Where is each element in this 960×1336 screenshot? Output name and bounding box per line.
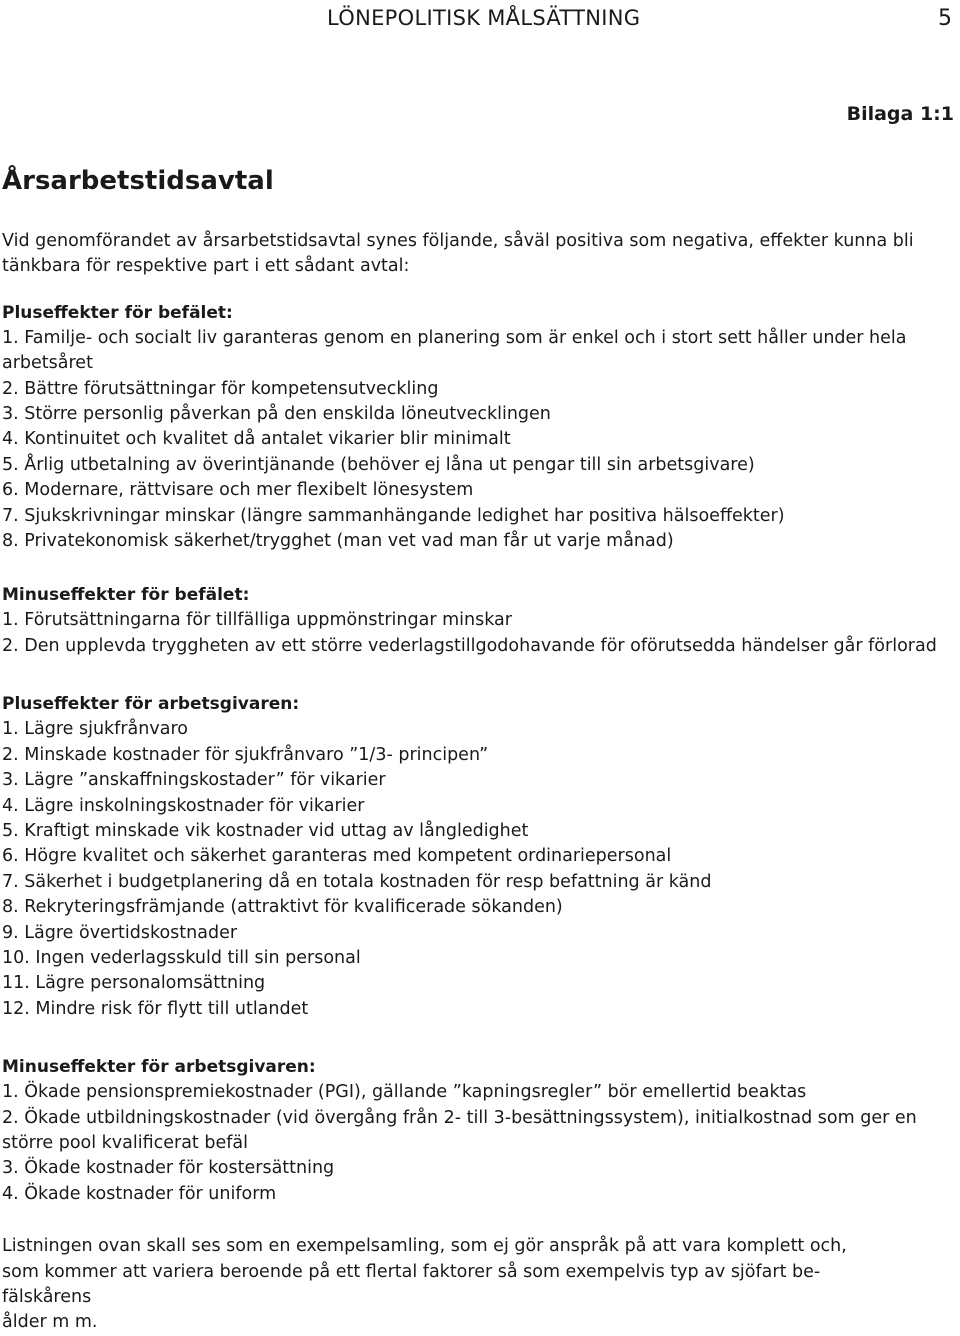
list-item: 2. Minskade kostnader för sjukfrånvaro ”1/3- principen” [2,744,489,765]
document-title: Årsarbetstidsavtal [2,166,274,196]
closing-line: som kommer att variera beroende på ett flertal faktorer så som exempelvis typ av sjöfart be- [2,1261,821,1282]
list-item: 3. Ökade kostnader för kostersättning [2,1158,335,1179]
section-heading: Minuseffekter för arbetsgivaren: [2,1057,316,1078]
effects-list [2,608,958,659]
closing-line: ålder m m. [2,1312,98,1333]
list-item: 3. Större personlig påverkan på den enskilda löneutvecklingen [2,404,551,425]
section-plus-officers [2,301,958,555]
document-body [2,163,958,1336]
page-number: 5 [938,6,952,31]
list-item: 6. Högre kvalitet och säkerhet garanteras med kompetent ordinariepersonal [2,846,672,867]
list-item: 11. Lägre personalomsättning [2,973,266,994]
closing-line: Listningen ovan skall ses som en exempelsamling, som ej gör anspråk på att vara komplett och, [2,1236,847,1257]
list-item: 7. Säkerhet i budgetplanering då en totala kostnaden för resp befattning är känd [2,871,712,892]
intro-paragraph: Vid genomförandet av årsarbetstidsavtal synes följande, såväl positiva som negativa, effekter kunna bli tänkbara för respektive part i ett sådant avtal: [2,231,914,277]
list-item: 8. Rekryteringsfrämjande (attraktivt för kvalificerade sökanden) [2,897,563,918]
appendix-label: Bilaga 1:1 [846,103,954,125]
effects-list [2,717,958,1022]
running-title: LÖNEPOLITISK MÅLSÄTTNING [327,6,641,30]
section-heading: Pluseffekter för befälet: [2,302,233,323]
closing-paragraph [2,1234,958,1336]
section-minus-employer [2,1055,958,1207]
effects-list [2,1080,958,1207]
list-item: 1. Ökade pensionspremiekostnader (PGI), gällande ”kapningsregler” bör emellertid beaktas [2,1082,807,1103]
section-plus-employer [2,692,958,1022]
page-header [0,6,960,36]
list-item: 4. Ökade kostnader för uniform [2,1183,277,1204]
list-item: 1. Förutsättningarna för tillfälliga uppmönstringar minskar [2,610,512,631]
list-item: 6. Modernare, rättvisare och mer flexibelt lönesystem [2,480,474,501]
list-item: 10. Ingen vederlagsskuld till sin personal [2,947,361,968]
list-item: 3. Lägre ”anskaffningskostader” för vikarier [2,770,386,791]
list-item: 2. Den upplevda tryggheten av ett större vederlagstillgodohavande för oförutsedda händelser går förlorad [2,635,937,656]
list-item: 8. Privatekonomisk säkerhet/trygghet (man vet vad man får ut varje månad) [2,531,674,552]
list-item: 1. Lägre sjukfrånvaro [2,719,188,740]
section-heading: Pluseffekter för arbetsgivaren: [2,694,300,715]
list-item: 4. Lägre inskolningskostnader för vikarier [2,795,365,816]
list-item: 4. Kontinuitet och kvalitet då antalet vikarier blir minimalt [2,429,511,450]
closing-line: fälskårens [2,1287,92,1307]
list-item: 12. Mindre risk för flytt till utlandet [2,998,309,1019]
list-item: 2. Bättre förutsättningar för kompetensutveckling [2,378,439,399]
list-item: 7. Sjukskrivningar minskar (längre sammanhängande ledighet har positiva hälsoeffekter) [2,505,785,526]
section-minus-officers [2,583,958,659]
list-item: 9. Lägre övertidskostnader [2,922,238,943]
list-item: 2. Ökade utbildningskostnader (vid övergång från 2- till 3-besättningssystem), initialkostnad som ger en större pool kvalificerat befäl [2,1107,917,1153]
effects-list [2,326,958,555]
list-item: 1. Familje- och socialt liv garanteras genom en planering som är enkel och i stort sett håller under hela arbetsåret [2,327,907,374]
list-item: 5. Kraftigt minskade vik kostnader vid uttag av långledighet [2,820,529,841]
section-heading: Minuseffekter för befälet: [2,585,250,606]
list-item: 5. Årlig utbetalning av överintjänande (behöver ej låna ut pengar till sin arbetsgivare) [2,454,755,475]
